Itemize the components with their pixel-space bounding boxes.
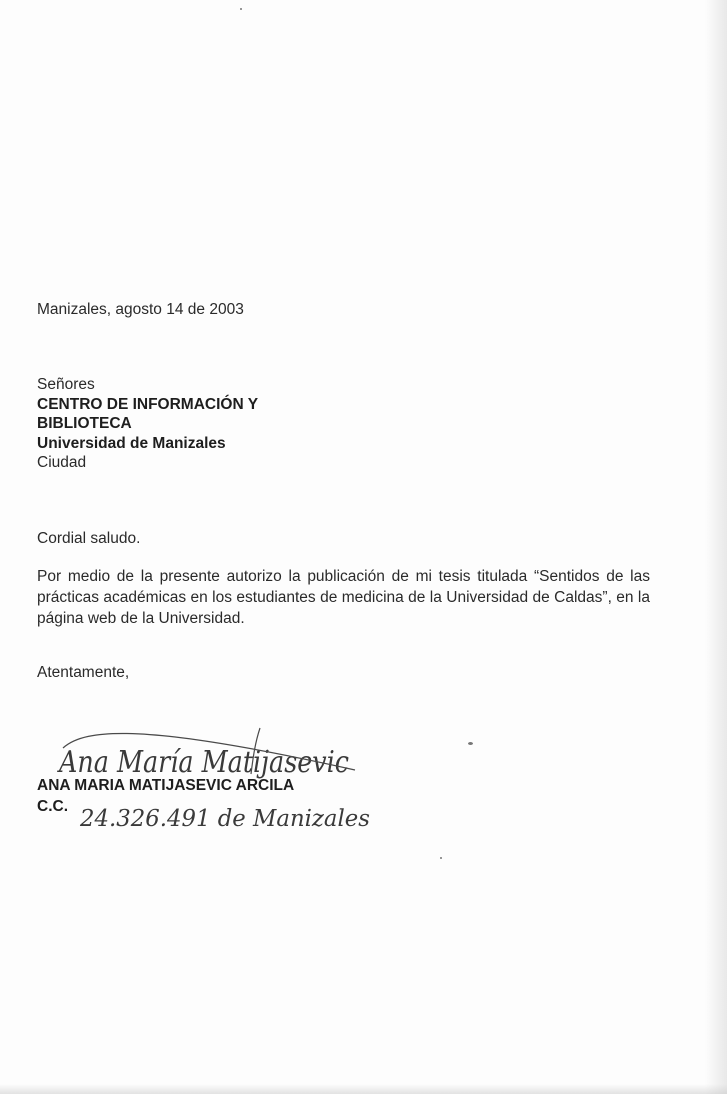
handwritten-id-text: 24.326.491 de Manizales xyxy=(79,806,371,832)
id-label: C.C. xyxy=(37,798,68,815)
printed-name: ANA MARIA MATIJASEVIC ARCILA xyxy=(37,777,295,794)
recipient-org-line1: CENTRO DE INFORMACIÓN Y xyxy=(37,396,259,413)
closing: Atentamente, xyxy=(37,664,130,681)
scan-shadow-right xyxy=(705,0,727,1094)
recipient-org-line2: BIBLIOTECA xyxy=(37,415,132,432)
scan-speck xyxy=(440,857,442,859)
scan-speck xyxy=(468,742,473,745)
place-date: Manizales, agosto 14 de 2003 xyxy=(37,301,244,318)
scan-shadow-bottom xyxy=(0,1084,727,1094)
scan-speck xyxy=(240,8,242,10)
recipient-city: Ciudad xyxy=(37,454,87,471)
body-paragraph: Por medio de la presente autorizo la publicación de mi tesis titulada “Sentidos de las prácticas académicas en los estudiantes de medicina de la Universidad de Caldas”, en la página web de la Universidad. xyxy=(37,568,650,627)
greeting: Cordial saludo. xyxy=(37,530,141,547)
signature-text: Ana María Matijasevic xyxy=(56,745,350,780)
recipient-title: Señores xyxy=(37,376,95,393)
handwritten-id xyxy=(78,796,378,841)
recipient-university: Universidad de Manizales xyxy=(37,435,226,452)
